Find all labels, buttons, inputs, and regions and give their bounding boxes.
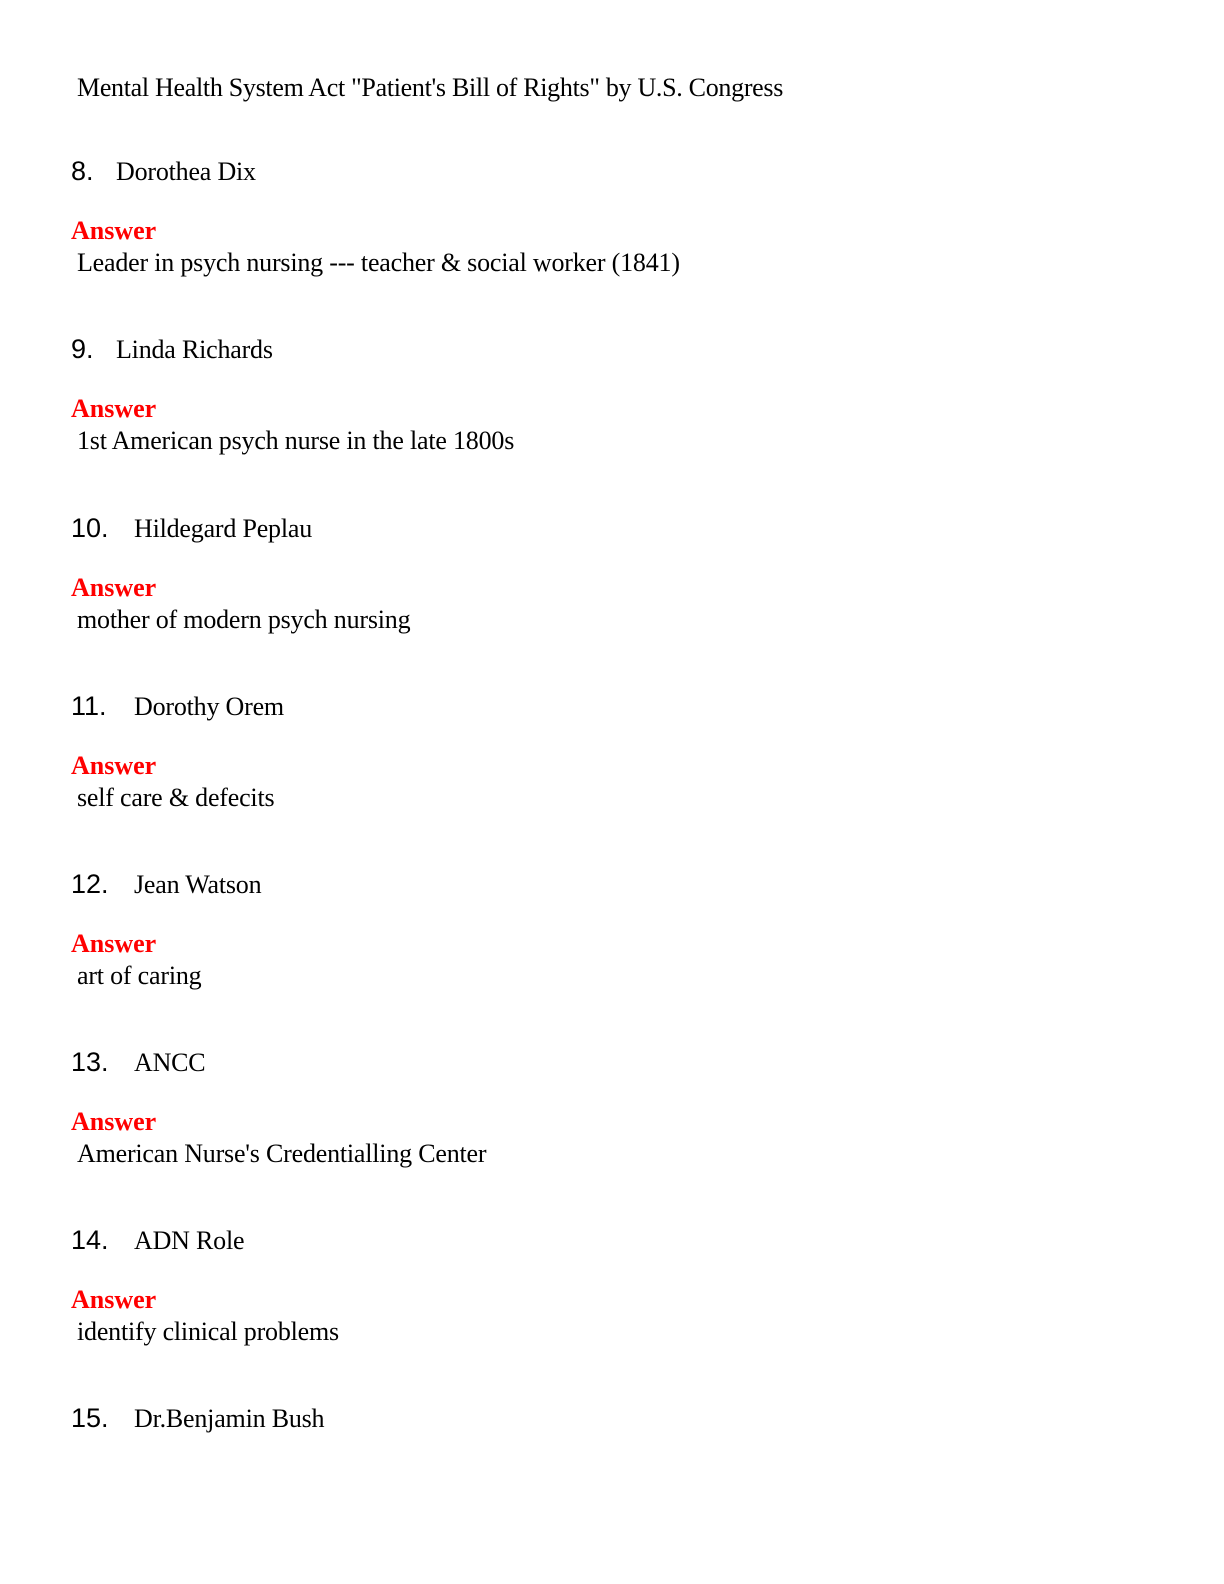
- question-item: [71, 1223, 1171, 1346]
- question-term: Jean Watson: [134, 870, 262, 899]
- question-item: [71, 1045, 1171, 1168]
- question-number: 14.: [71, 1225, 109, 1255]
- answer-label: Answer: [71, 751, 157, 780]
- question-line: [71, 511, 1171, 545]
- answer-label: Answer: [71, 929, 157, 958]
- answer-text: identify clinical problems: [77, 1317, 339, 1346]
- question-term: Dr.Benjamin Bush: [134, 1404, 325, 1433]
- question-term: Linda Richards: [116, 335, 273, 364]
- question-line: [71, 1045, 1171, 1079]
- question-item: [71, 689, 1171, 812]
- question-item: [71, 1401, 1171, 1435]
- question-line: [71, 154, 1171, 188]
- answer-text: mother of modern psych nursing: [77, 605, 411, 634]
- answer-label: Answer: [71, 216, 157, 245]
- question-number: 9.: [71, 334, 94, 364]
- question-term: Dorothea Dix: [116, 157, 256, 186]
- question-line: [71, 1401, 1171, 1435]
- question-number: 10.: [71, 513, 109, 543]
- answer-text: 1st American psych nurse in the late 1800s: [77, 426, 515, 455]
- question-number: 8.: [71, 156, 94, 186]
- answer-text: Leader in psych nursing --- teacher & social worker (1841): [77, 248, 680, 277]
- question-number: 15.: [71, 1403, 109, 1433]
- answer-label: Answer: [71, 1107, 157, 1136]
- answer-label: Answer: [71, 1285, 157, 1314]
- question-item: [71, 332, 1171, 455]
- question-number: 13.: [71, 1047, 109, 1077]
- question-term: ADN Role: [134, 1226, 245, 1255]
- question-line: [71, 1223, 1171, 1257]
- question-item: [71, 154, 1171, 277]
- question-line: [71, 867, 1171, 901]
- question-item: [71, 511, 1171, 634]
- answer-label: Answer: [71, 394, 157, 423]
- answer-text: art of caring: [77, 961, 202, 990]
- question-number: 12.: [71, 869, 109, 899]
- question-line: [71, 689, 1171, 723]
- answer-label: Answer: [71, 573, 157, 602]
- question-term: Hildegard Peplau: [134, 514, 313, 543]
- question-number: 11.: [71, 691, 107, 721]
- question-item: [71, 867, 1171, 990]
- question-term: ANCC: [134, 1048, 206, 1077]
- question-term: Dorothy Orem: [134, 692, 284, 721]
- answer-text: self care & defecits: [77, 783, 275, 812]
- answer-text: American Nurse's Credentialling Center: [77, 1139, 487, 1168]
- question-line: [71, 332, 1171, 366]
- answer-text-continued: Mental Health System Act "Patient's Bill of Rights" by U.S. Congress: [77, 73, 784, 102]
